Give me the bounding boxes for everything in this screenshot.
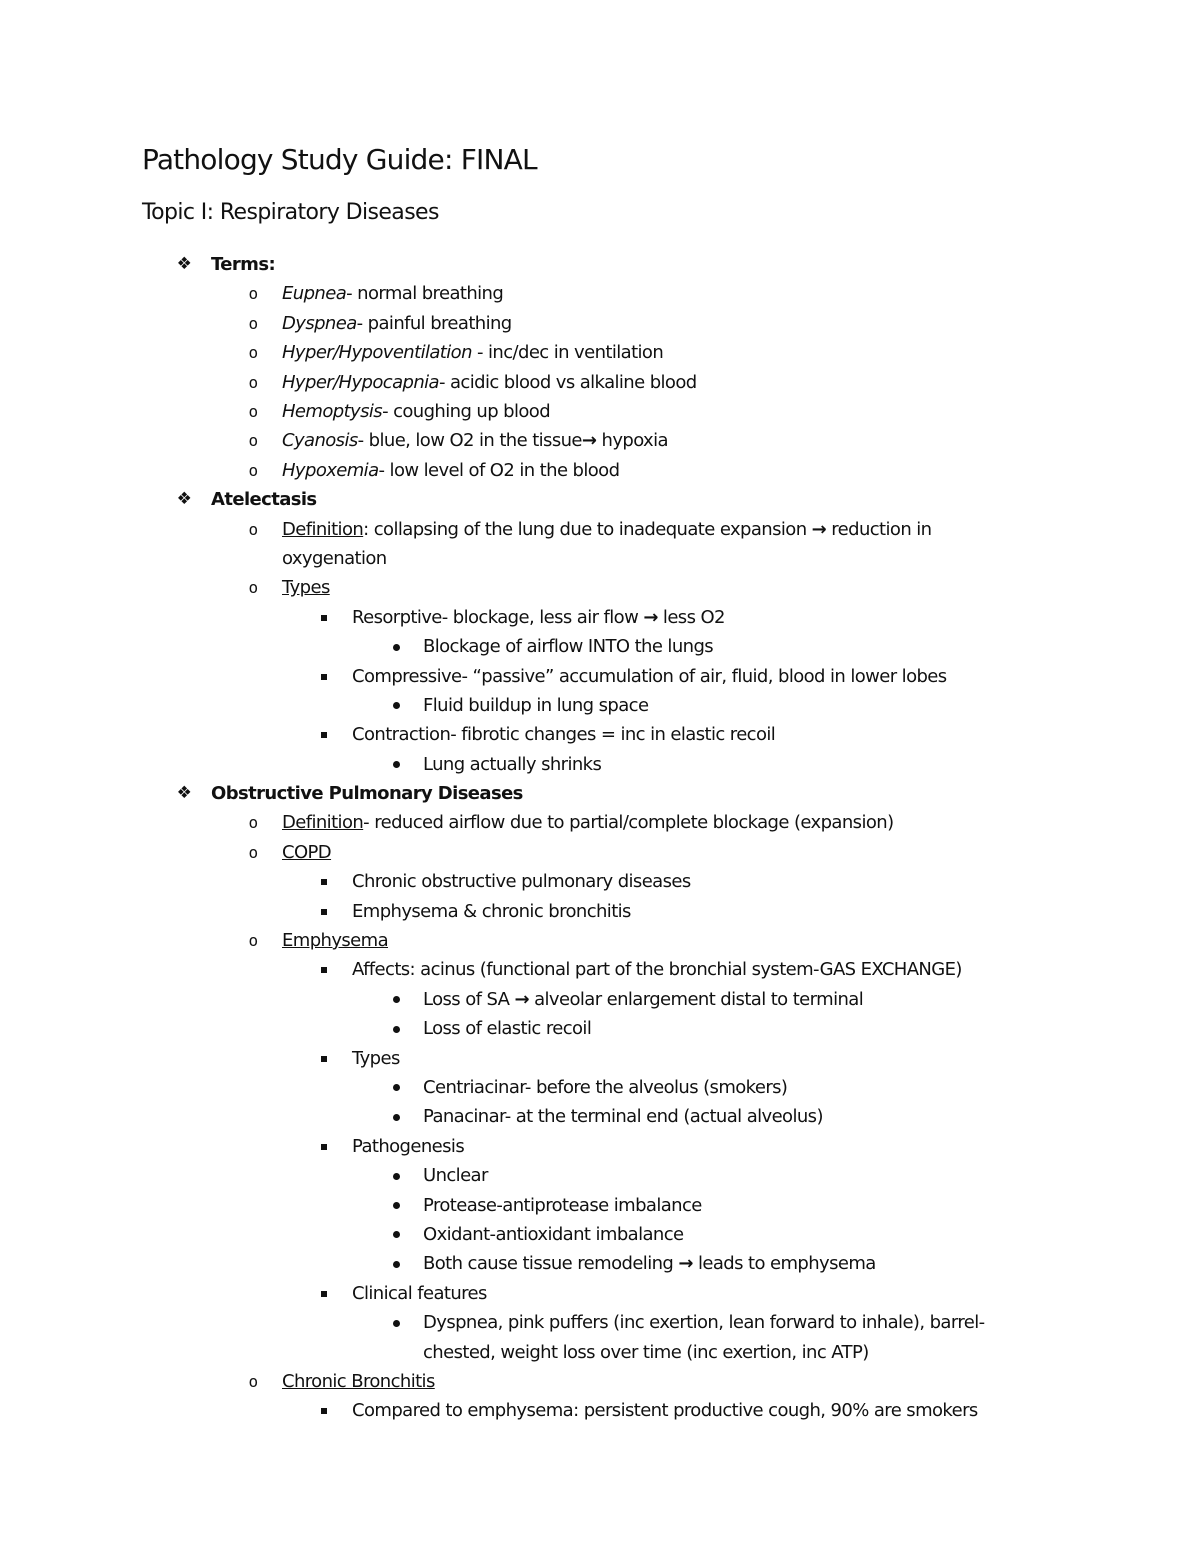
section-terms (0, 250, 1200, 279)
affects-detail: Loss of SA (423, 988, 510, 1010)
term-name: Eupnea (282, 283, 347, 305)
circle-bullet-icon: o (248, 372, 258, 392)
copd-item: Chronic obstructive pulmonary diseases (352, 871, 691, 893)
section-heading: Atelectasis (211, 489, 317, 511)
round-bullet-icon (386, 632, 406, 661)
list-item (0, 808, 1200, 837)
round-bullet-icon (386, 1249, 406, 1278)
circle-bullet-icon: o (248, 578, 258, 598)
emphysema-label: Emphysema (282, 930, 389, 952)
list-item (0, 309, 1200, 338)
list-item (0, 397, 1200, 426)
square-bullet-icon (314, 1132, 334, 1161)
round-bullet-icon (386, 1102, 406, 1131)
types-label: Types (282, 577, 330, 599)
term-name: Hemoptysis (282, 400, 383, 422)
list-item (0, 750, 1200, 779)
term-result: hypoxia (596, 430, 668, 452)
list-item (0, 838, 1200, 867)
definition-label: Definition (282, 812, 364, 834)
circle-bullet-icon: o (248, 460, 258, 480)
round-bullet-icon (386, 1191, 406, 1220)
term-definition: - low level of O2 in the blood (378, 459, 620, 481)
list-item (0, 926, 1200, 955)
type-text: Compressive- “passive” accumulation of air, fluid, blood in lower lobes (352, 665, 947, 687)
type-item: Panacinar- at the terminal end (actual alveolus) (423, 1106, 823, 1128)
affects-detail-result: alveolar enlargement distal to terminal (528, 988, 864, 1010)
type-text: Contraction- fibrotic changes = inc in elastic recoil (352, 724, 776, 746)
term-definition: - normal breathing (346, 283, 504, 305)
square-bullet-icon (314, 1279, 334, 1308)
affects-detail: Loss of elastic recoil (423, 1018, 592, 1040)
term-definition: - coughing up blood (382, 400, 551, 422)
circle-bullet-icon: o (248, 431, 258, 451)
list-item (0, 897, 1200, 926)
round-bullet-icon (386, 1308, 406, 1337)
list-item (0, 1073, 1200, 1102)
list-item (0, 1279, 1200, 1308)
circle-bullet-icon: o (248, 284, 258, 304)
list-item (0, 985, 1200, 1014)
definition-body: - reduced airflow due to partial/complete blockage (expansion) (363, 812, 894, 834)
arrow-right-icon: → (514, 988, 529, 1010)
affects-label: Affects: (352, 959, 416, 981)
round-bullet-icon (386, 750, 406, 779)
definition-result: reduction in oxygenation (282, 518, 932, 569)
list-item (0, 368, 1200, 397)
circle-bullet-icon: o (248, 401, 258, 421)
pathogenesis-item: Protease-antiprotease imbalance (423, 1194, 702, 1216)
arrow-right-icon: → (643, 606, 658, 628)
section-heading: Obstructive Pulmonary Diseases (211, 783, 523, 805)
list-item (0, 720, 1200, 749)
type-result: less O2 (657, 606, 725, 628)
section-heading: Terms: (211, 254, 276, 275)
list-item (0, 338, 1200, 367)
square-bullet-icon (314, 955, 334, 984)
list-item (0, 1308, 1200, 1367)
list-item (0, 691, 1200, 720)
list-item (0, 662, 1200, 691)
square-bullet-icon (314, 1044, 334, 1073)
round-bullet-icon (386, 1220, 406, 1249)
page-title: Pathology Study Guide: FINAL (142, 143, 537, 176)
circle-bullet-icon: o (248, 313, 258, 333)
pathogenesis-item: Both cause tissue remodeling (423, 1253, 674, 1275)
type-text: Resorptive- blockage, less air flow (352, 606, 639, 628)
term-definition: - inc/dec in ventilation (471, 342, 664, 364)
circle-bullet-icon: o (248, 343, 258, 363)
term-name: Cyanosis (282, 430, 358, 452)
copd-label: COPD (282, 841, 332, 863)
list-item (0, 1367, 1200, 1396)
list-item (0, 867, 1200, 896)
list-item (0, 632, 1200, 661)
definition-label: Definition (282, 518, 364, 540)
term-name: Hypoxemia (282, 459, 379, 481)
chronic-bronchitis-label: Chronic Bronchitis (282, 1370, 435, 1392)
round-bullet-icon (386, 1014, 406, 1043)
circle-bullet-icon: o (248, 931, 258, 951)
list-item (0, 279, 1200, 308)
affects-text: acinus (functional part of the bronchial system-GAS EXCHANGE) (415, 959, 962, 981)
circle-bullet-icon: o (248, 842, 258, 862)
list-item (0, 955, 1200, 984)
square-bullet-icon (314, 867, 334, 896)
topic-heading: Topic I: Respiratory Diseases (142, 200, 439, 225)
list-item (0, 1102, 1200, 1131)
term-name: Dyspnea (282, 312, 357, 334)
pathogenesis-item: Unclear (423, 1165, 488, 1187)
arrow-right-icon: → (811, 518, 827, 540)
definition-text (282, 515, 972, 574)
circle-bullet-icon: o (248, 813, 258, 833)
round-bullet-icon (386, 1073, 406, 1102)
outline (0, 250, 1200, 1426)
diamond-solid-bullet-icon: ❖ (176, 783, 192, 804)
chronic-bronchitis-item: Compared to emphysema: persistent productive cough, 90% are smokers (352, 1400, 978, 1422)
type-detail: Fluid buildup in lung space (423, 694, 649, 716)
term-definition: - blue, low O2 in the tissue (357, 430, 582, 452)
type-detail: Blockage of airflow INTO the lungs (423, 636, 714, 658)
list-item (0, 1249, 1200, 1278)
list-item (0, 426, 1200, 455)
square-bullet-icon (314, 720, 334, 749)
square-bullet-icon (314, 897, 334, 926)
copd-item: Emphysema & chronic bronchitis (352, 900, 631, 922)
term-name: Hyper/Hypocapnia (282, 371, 439, 393)
list-item (0, 1220, 1200, 1249)
list-item (0, 456, 1200, 485)
list-item (0, 1161, 1200, 1190)
list-item (0, 515, 1200, 574)
round-bullet-icon (386, 1161, 406, 1190)
term-name: Hyper/Hypoventilation (282, 342, 472, 364)
section-obstructive (0, 779, 1200, 808)
type-detail: Lung actually shrinks (423, 753, 602, 775)
list-item (0, 573, 1200, 602)
round-bullet-icon (386, 985, 406, 1014)
list-item (0, 1396, 1200, 1425)
section-atelectasis (0, 485, 1200, 514)
list-item (0, 1191, 1200, 1220)
term-definition: - painful breathing (356, 312, 512, 334)
square-bullet-icon (314, 1396, 334, 1425)
types-label: Types (352, 1047, 400, 1069)
circle-bullet-icon: o (248, 519, 258, 539)
pathogenesis-result: leads to emphysema (692, 1253, 876, 1275)
round-bullet-icon (386, 691, 406, 720)
clinical-text: Dyspnea, pink puffers (inc exertion, lean forward to inhale), barrel-chested, weight loss over time (inc exertion, inc ATP) (423, 1312, 985, 1363)
clinical-label: Clinical features (352, 1282, 487, 1304)
diamond-solid-bullet-icon: ❖ (176, 489, 192, 510)
list-item (0, 1132, 1200, 1161)
pathogenesis-label: Pathogenesis (352, 1135, 465, 1157)
list-item (0, 1044, 1200, 1073)
square-bullet-icon (314, 603, 334, 632)
type-item: Centriacinar- before the alveolus (smokers) (423, 1076, 788, 1098)
definition-body: : collapsing of the lung due to inadequate expansion (363, 518, 807, 540)
square-bullet-icon (314, 662, 334, 691)
pathogenesis-item: Oxidant-antioxidant imbalance (423, 1223, 684, 1245)
term-definition: - acidic blood vs alkaline blood (438, 371, 697, 393)
circle-bullet-icon: o (248, 1371, 258, 1391)
arrow-right-icon: → (581, 430, 597, 452)
arrow-right-icon: → (678, 1253, 693, 1275)
list-item (0, 1014, 1200, 1043)
diamond-outline-bullet-icon: ❖ (176, 254, 192, 274)
list-item (0, 603, 1200, 632)
